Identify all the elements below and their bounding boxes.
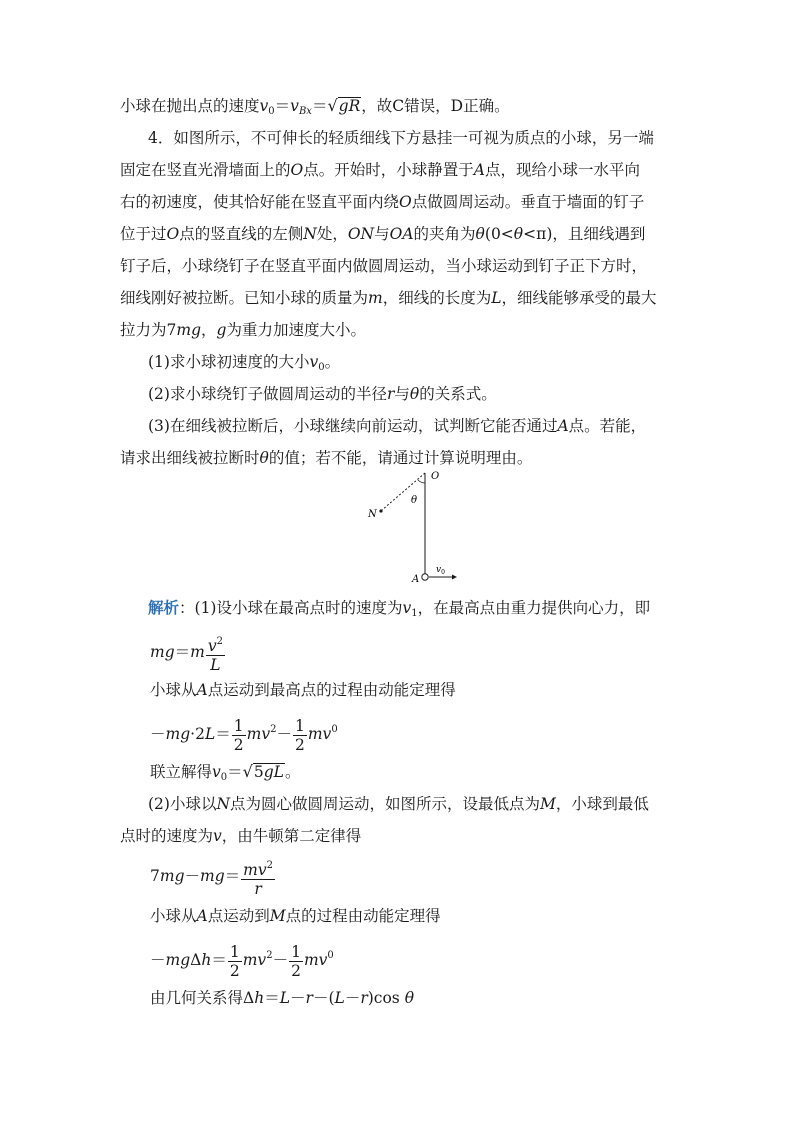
- pendulum-figure: [360, 465, 470, 590]
- problem-line-3: 右的初速度，使其恰好能在竖直平面内绕O点做圆周运动。垂直于墙面的钉子: [120, 193, 645, 211]
- solution-line-2: 小球从A点运动到最高点的过程由动能定理得: [150, 681, 456, 699]
- label-theta: θ: [411, 495, 418, 506]
- part2-line-2: 点时的速度为v，由牛顿第二定律得: [120, 827, 362, 845]
- part2-line-3: 小球从A点运动到M点的过程由动能定理得: [150, 907, 441, 925]
- problem-line-7: 拉力为7mg，g为重力加速度大小。: [120, 321, 366, 339]
- arrowhead: [452, 575, 457, 580]
- part2-line-1: (2)小球以N点为圆心做圆周运动，如图所示，设最低点为M，小球到最低: [148, 795, 649, 813]
- problem-line-6: 细线刚好被拉断。已知小球的质量为m，细线的长度为L，细线能够承受的最大: [120, 289, 657, 307]
- problem-line-1: 4．如图所示，不可伸长的轻质细线下方悬挂一可视为质点的小球，另一端: [148, 129, 654, 147]
- label-A: A: [412, 574, 420, 585]
- ball-A: [422, 574, 428, 580]
- result-v0: 联立解得$v_0=√5gL$。: [150, 762, 301, 783]
- label-N: N: [368, 509, 377, 520]
- question-1: (1)求小球初速度的大小$v_0$。: [148, 353, 341, 373]
- question-2: (2)求小球绕钉子做圆周运动的半径r与θ的关系式。: [148, 385, 497, 403]
- on-dashed-line: [382, 473, 425, 510]
- solution-label: 解析: [148, 598, 180, 617]
- eq-energy-1: －mg·2L＝ $\frac{1}{2}$ $mv^2-$ $\frac{1}{2}$ $mv^0$: [150, 716, 338, 754]
- eq-newton: 7mg－mg＝ $\frac{mv^2}{r}$: [150, 856, 276, 898]
- prev-solution-line: 小球在抛出点的速度$v_0=v_{Bx}=√gR$，故C错误，D正确。: [120, 96, 510, 117]
- theta-arc: [418, 480, 425, 483]
- eq-centripetal: mg＝m $\frac{v^2}{L}$: [150, 632, 226, 674]
- label-v0: $v_0$: [436, 565, 445, 576]
- problem-line-5: 钉子后，小球绕钉子在竖直平面内做圆周运动，当小球运动到钉子正下方时，: [120, 257, 648, 275]
- solution-line-1: 解析：(1)设小球在最高点时的速度为$v_1$，在最高点由重力提供向心力，即: [148, 598, 651, 619]
- problem-line-2: 固定在竖直光滑墙面上的O点。开始时，小球静置于A点，现给小球一水平向: [120, 161, 640, 179]
- eq-energy-2: －mgΔh＝ $\frac{1}{2}$ $mv^2-$ $\frac{1}{2}$ $mv^0$: [150, 942, 334, 980]
- question-3-cont: 请求出细线被拉断时θ的值；若不能，请通过计算说明理由。: [120, 449, 533, 467]
- label-O: O: [431, 471, 440, 482]
- question-3: (3)在细线被拉断后，小球继续向前运动，试判断它能否通过A点。若能，: [148, 417, 647, 435]
- nail-N: [379, 509, 382, 512]
- problem-line-4: 位于过O点的竖直线的左侧N处，ON与OA的夹角为θ(0<θ<π)，且细线遇到: [120, 225, 646, 243]
- eq-geometry: 由几何关系得Δh＝L－r－(L－r)cos θ: [150, 989, 415, 1007]
